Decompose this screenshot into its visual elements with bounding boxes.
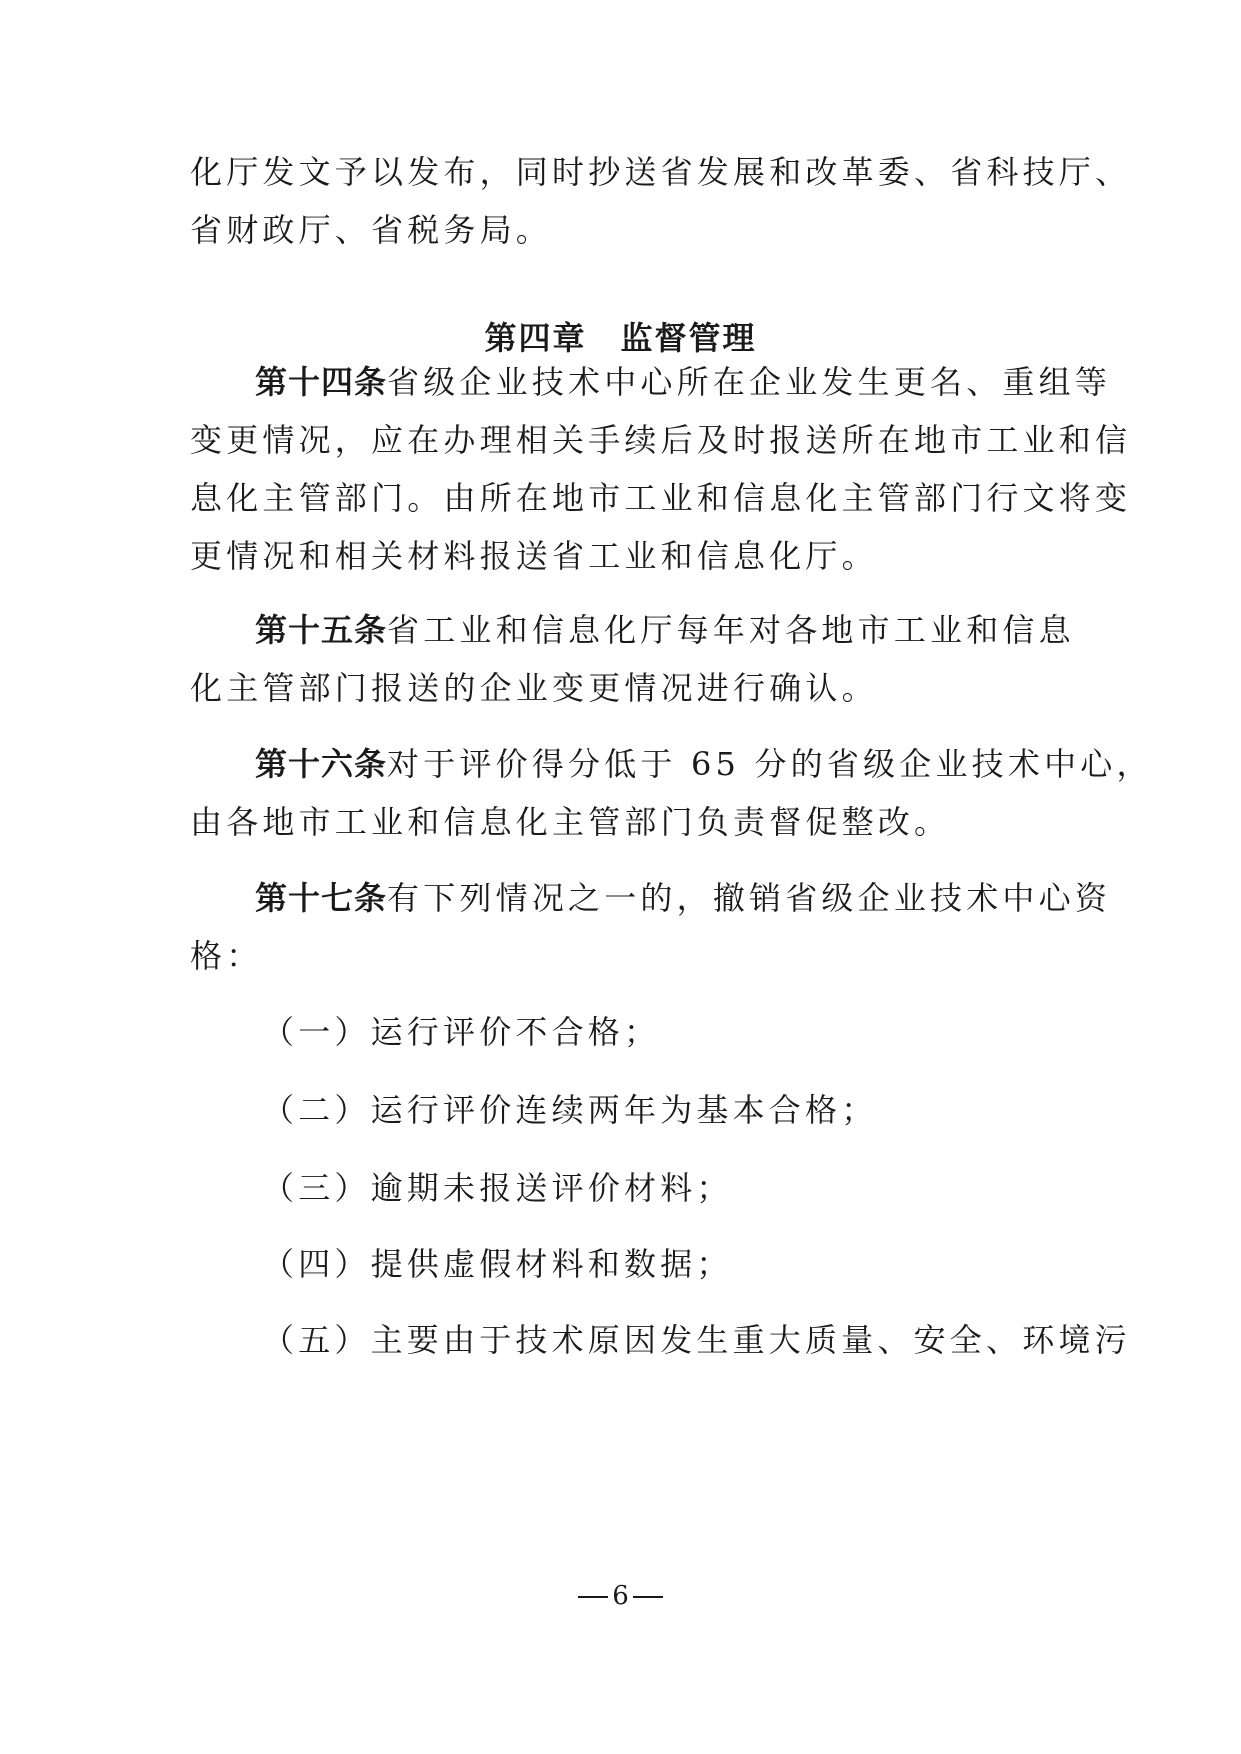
- article-16-first-line: [255, 744, 1153, 784]
- dash-left: [578, 1596, 608, 1598]
- continuation-line-2: 省财政厅、省税务局。: [190, 211, 553, 249]
- article-17-first-line: [255, 878, 1112, 918]
- article-14-first-line: [255, 362, 1112, 402]
- continuation-line-1: 化厅发文予以发布，同时抄送省发展和改革委、省科技厅、: [190, 153, 1132, 191]
- article-14-line: 息化主管部门。由所在地市工业和信息化主管部门行文将变: [190, 479, 1132, 517]
- list-item: （四）提供虚假材料和数据；: [262, 1245, 733, 1283]
- article-14-line: 更情况和相关材料报送省工业和信息化厅。: [190, 537, 878, 575]
- page-number-value: 6: [612, 1581, 629, 1611]
- article-15-text: 省工业和信息化厅每年对各地市工业和信息: [387, 611, 1075, 649]
- article-17-label: 第十七条: [255, 879, 388, 917]
- dash-right: [633, 1596, 663, 1598]
- article-17-line: 格：: [190, 937, 263, 975]
- article-15-line: 化主管部门报送的企业变更情况进行确认。: [190, 669, 878, 707]
- page-number: [0, 1580, 1241, 1612]
- list-item: （三）逾期未报送评价材料；: [262, 1169, 733, 1207]
- article-15-label: 第十五条: [255, 611, 388, 649]
- article-14-label: 第十四条: [255, 363, 388, 401]
- article-14-line: 变更情况，应在办理相关手续后及时报送所在地市工业和信: [190, 421, 1132, 459]
- article-15-first-line: [255, 610, 1075, 650]
- list-item: （五）主要由于技术原因发生重大质量、安全、环境污: [262, 1321, 1131, 1359]
- list-item: （二）运行评价连续两年为基本合格；: [262, 1091, 878, 1129]
- article-16-text: 对于评价得分低于 65 分的省级企业技术中心，: [387, 745, 1153, 783]
- chapter-title: 第四章 监督管理: [484, 319, 757, 357]
- article-14-text: 省级企业技术中心所在企业发生更名、重组等: [387, 363, 1112, 401]
- list-item: （一）运行评价不合格；: [262, 1013, 661, 1051]
- article-16-label: 第十六条: [255, 745, 388, 783]
- article-17-text: 有下列情况之一的，撤销省级企业技术中心资: [387, 879, 1112, 917]
- article-16-line: 由各地市工业和信息化主管部门负责督促整改。: [190, 803, 951, 841]
